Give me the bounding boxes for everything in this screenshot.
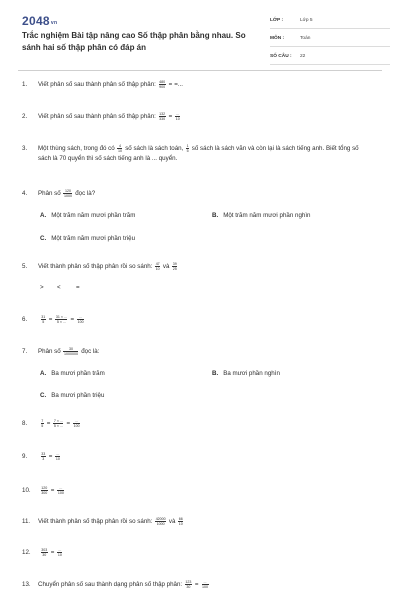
equals-sign: = <box>46 420 51 428</box>
question-number: 8. <box>22 420 28 428</box>
question-number: 1. <box>22 81 28 89</box>
meta-row-subject <box>270 32 390 47</box>
meta-row-count <box>270 50 390 65</box>
answer-blank[interactable]: =... <box>174 81 184 89</box>
answer-fraction[interactable]: $\frac{31 \times ...}{5 \times ...}$ <box>55 315 67 324</box>
fraction: $\frac{30}{1000000}$ <box>63 347 78 356</box>
question-number: 3. <box>22 145 28 152</box>
fraction: $\frac{303}{30}$ <box>41 548 48 557</box>
equals-sign: = <box>48 316 53 324</box>
question-text: Viết phân số sau thành phân số thập phân: <box>38 81 156 89</box>
question-text: Viết phân số sau thành phân số thập phân: <box>38 113 156 121</box>
fraction: $\frac{480}{900}$ <box>159 80 166 89</box>
fraction: $\frac{132}{330}$ <box>159 112 166 121</box>
question-12 <box>22 548 378 558</box>
option-b[interactable]: B. Ba mươi phần nghìn <box>212 370 280 377</box>
option-c[interactable]: C. Ba mươi phần triệu <box>40 392 105 399</box>
fraction: $\frac{66}{10}$ <box>178 517 183 526</box>
option-a[interactable]: A. Ba mươi phần trăm <box>40 370 105 377</box>
question-9 <box>22 452 378 462</box>
equals-sign: = <box>50 487 55 495</box>
question-number: 2. <box>22 113 28 121</box>
fraction: $\frac{31}{5}$ <box>41 315 46 324</box>
question-5 <box>22 262 378 272</box>
answer-fraction[interactable]: $\frac{...}{10}$ <box>175 112 180 121</box>
question-11 <box>22 517 378 527</box>
equals-sign: = <box>48 453 53 461</box>
fraction: $\frac{120}{300}$ <box>41 486 48 495</box>
question-2 <box>22 112 378 122</box>
option-b[interactable]: B. Một trăm năm mươi phần nghìn <box>212 212 311 219</box>
meta-table <box>270 14 390 68</box>
fraction: $\frac{33}{3}$ <box>41 452 46 461</box>
answer-fraction[interactable]: $\frac{...}{100}$ <box>77 315 84 324</box>
meta-key: LỚP : <box>270 18 284 24</box>
answer-fraction[interactable]: $\frac{...}{100}$ <box>57 486 64 495</box>
answer-fraction[interactable]: $\frac{...}{100}$ <box>73 419 80 428</box>
compare-greater[interactable]: > <box>40 284 44 291</box>
question-number: 12. <box>22 549 31 557</box>
answer-fraction[interactable]: $\frac{...}{100}$ <box>202 580 209 589</box>
question-number: 4. <box>22 190 28 198</box>
question-number: 7. <box>22 348 28 356</box>
question-number: 11. <box>22 518 31 526</box>
fraction: $\frac{39}{25}$ <box>172 262 177 271</box>
question-number: 6. <box>22 316 28 324</box>
option-c[interactable]: C. Một trăm năm mươi phần triệu <box>40 235 136 242</box>
question-text: đọc là: <box>81 348 100 356</box>
answer-fraction[interactable]: $\frac{7 \times ...}{5 \times ...}$ <box>53 419 63 428</box>
meta-row-class <box>270 14 390 29</box>
question-6 <box>22 315 378 325</box>
question-number: 13. <box>22 581 31 589</box>
equals-sign: = <box>168 113 173 121</box>
compare-less[interactable]: < <box>57 284 61 291</box>
site-logo[interactable]: 2048vn <box>22 14 58 28</box>
option-a[interactable]: A. Một trăm năm mươi phần trăm <box>40 212 136 219</box>
question-13 <box>22 580 378 590</box>
question-3 <box>22 144 378 164</box>
fraction: $\frac{1}{5}$ <box>186 144 189 153</box>
answer-fraction[interactable]: $\frac{...}{10}$ <box>57 548 62 557</box>
equals-sign: = <box>70 316 75 324</box>
question-text: Chuyển phân số sau thành dạng phân số thập phân: <box>38 581 183 589</box>
question-text: Viết thành phân số thập phân rồi so sánh: <box>38 518 153 526</box>
worksheet-header <box>18 0 382 71</box>
question-4 <box>22 189 378 199</box>
question-text: Viết thành phân số thập phân rồi so sánh: <box>38 263 153 271</box>
fraction: $\frac{4}{10}$ <box>117 144 122 153</box>
question-text: đọc là? <box>75 190 96 198</box>
equals-sign: = <box>168 81 173 89</box>
meta-key: MÔN : <box>270 36 285 42</box>
meta-value: 22 <box>300 54 306 60</box>
meta-value: Lớp 5 <box>300 18 313 24</box>
question-8 <box>22 419 378 429</box>
fraction: $\frac{7}{5}$ <box>41 419 44 428</box>
answer-fraction[interactable]: $\frac{...}{10}$ <box>55 452 60 461</box>
question-7 <box>22 347 378 357</box>
and-word: và <box>162 263 170 271</box>
question-number: 10. <box>22 487 31 495</box>
equals-sign: = <box>194 581 199 589</box>
compare-equal[interactable]: = <box>76 284 80 291</box>
question-1 <box>22 80 378 90</box>
and-word: và <box>168 518 176 526</box>
question-text: Một thùng sách, trong đó có $\frac{4}{10}$ số sách là sách toán, $\frac{1}{5}$ số sách là sách văn và còn lại là sách tiếng anh. Biết tổng số sách là 70 quyển thì số sách tiếng anh là ... quyển. <box>38 144 359 163</box>
question-number: 9. <box>22 453 28 461</box>
fraction: $\frac{42000}{1000}$ <box>155 517 166 526</box>
worksheet-title: Trắc nghiệm Bài tập nâng cao Số thập phân bằng nhau. So sánh hai số thập phân có đáp án <box>22 31 246 52</box>
question-text: Phân số <box>38 348 61 356</box>
fraction: $\frac{123}{30}$ <box>185 580 192 589</box>
equals-sign: = <box>66 420 71 428</box>
fraction: $\frac{47}{10}$ <box>155 262 160 271</box>
equals-sign: = <box>50 549 55 557</box>
question-number: 5. <box>22 263 28 271</box>
question-10 <box>22 486 378 496</box>
fraction: $\frac{120}{1000}$ <box>63 189 72 198</box>
question-text: Phân số <box>38 190 61 198</box>
meta-value: Toán <box>300 36 311 42</box>
meta-key: SỐ CÂU : <box>270 54 292 60</box>
